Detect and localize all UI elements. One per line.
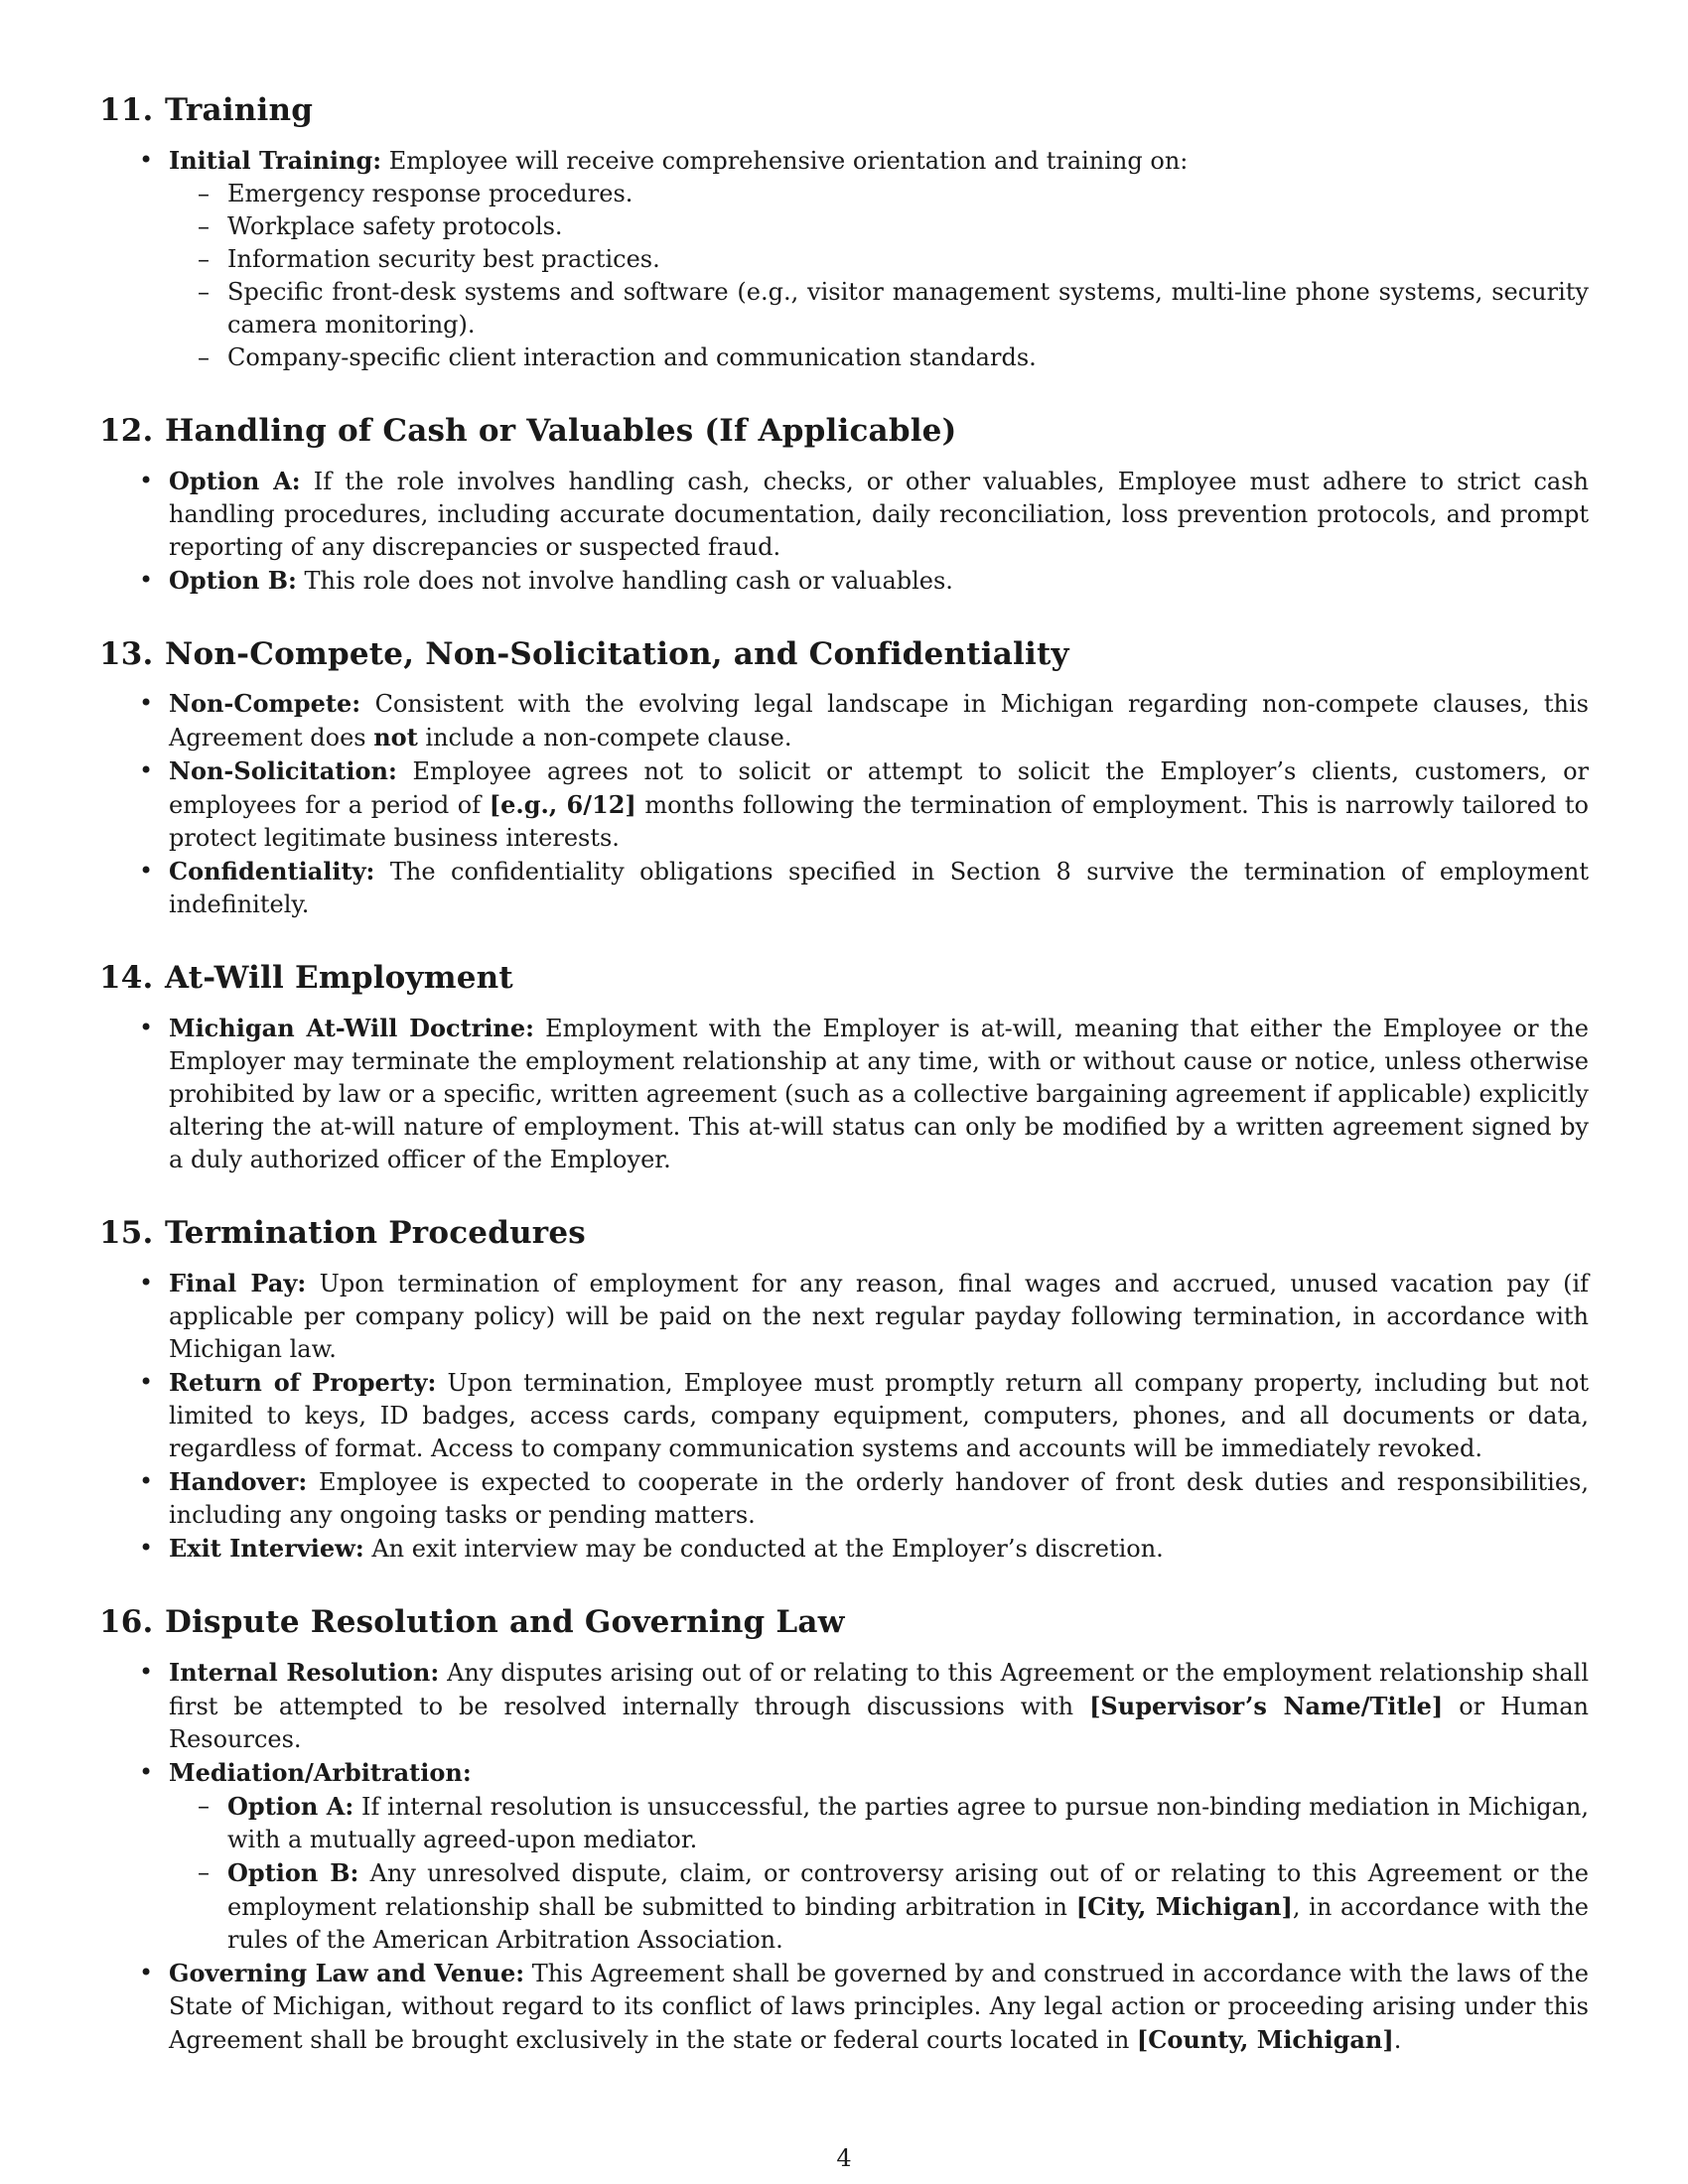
sub-item-option-a (227, 1790, 1589, 1856)
section-number: 11. (99, 92, 154, 128)
item-text: This role does not involve handling cash or valuables. (296, 566, 953, 595)
placeholder-field: [e.g., 6/12] (489, 790, 636, 820)
bullet-list (99, 1012, 1589, 1176)
section-heading (99, 91, 1589, 130)
item-label: Return of Property: (169, 1367, 437, 1397)
sub-item: – Company-specific client interaction and communication standards. (227, 341, 1589, 374)
list-item-mediation-arbitration (169, 1756, 1589, 1957)
item-label: Handover: (169, 1466, 308, 1496)
section-title: Handling of Cash or Valuables (If Applicable) (165, 412, 957, 449)
list-item-final-pay (169, 1267, 1589, 1366)
section-number: 12. (99, 412, 154, 449)
item-text: Upon termination, Employee must promptly return all company property, including but not limited to keys, ID badges, access cards, company equipment, computers, phones, and all documents or data, regardless of format. Access to company communication systems and accounts will be immediately revoked. (169, 1368, 1589, 1462)
sub-item: – Workplace safety protocols. (227, 210, 1589, 243)
bullet-list (99, 1267, 1589, 1566)
section-number: 14. (99, 960, 154, 997)
section-at-will (99, 959, 1589, 1176)
emphasis: not (373, 723, 418, 752)
list-item-return-of-property (169, 1366, 1589, 1465)
item-text: Employment with the Employer is at-will, meaning that either the Employee or the Employer may terminate the employment relationship at any time, with or without cause or notice, unless otherwise prohibited by law or a specific, written agreement (such as a collective bargaining agreement if applicable) explicitly altering the at-will nature of employment. This at-will status can only be modified by a written agreement signed by a duly authorized officer of the Employer. (169, 1015, 1590, 1173)
item-label: Initial Training: (169, 145, 382, 175)
placeholder-field: [County, Michigan] (1136, 2024, 1394, 2054)
item-text: An exit interview may be conducted at the Employer’s discretion. (363, 1534, 1164, 1563)
list-item-confidentiality (169, 855, 1589, 921)
section-training (99, 91, 1589, 374)
item-text: Consistent with the evolving legal landscape in Michigan regarding non-compete clauses, this Agreement does (169, 690, 1589, 752)
sub-list (169, 1790, 1589, 1957)
item-text: If the role involves handling cash, checks, or other valuables, Employee must adhere to strict cash handling procedures, including accurate documentation, daily reconciliation, loss prevention protocols, and prompt reporting of any discrepancies or suspected fraud. (169, 467, 1589, 561)
section-heading (99, 1603, 1589, 1642)
list-item-exit-interview (169, 1532, 1589, 1566)
sub-list (169, 178, 1589, 374)
bullet-list (99, 144, 1589, 374)
bullet-list (99, 465, 1589, 598)
section-termination (99, 1214, 1589, 1566)
list-item-initial-training (169, 144, 1589, 374)
item-text: This Agreement shall be governed by and construed in accordance with the laws of the State of Michigan, without regard to its conflict of laws principles. Any legal action or proceeding arising under this Agreement shall be brought exclusively in the state or federal courts located in (169, 1959, 1589, 2054)
bullet-list (99, 687, 1589, 921)
item-label: Option B: (227, 1857, 359, 1887)
placeholder-field: [City, Michigan] (1075, 1891, 1293, 1921)
sub-item-option-b (227, 1856, 1589, 1957)
section-heading (99, 1214, 1589, 1253)
list-item-handover (169, 1465, 1589, 1532)
item-text: Employee is expected to cooperate in the orderly handover of front desk duties and responsibilities, including any ongoing tasks or pending matters. (169, 1467, 1589, 1529)
section-dispute-resolution (99, 1603, 1589, 2057)
section-number: 16. (99, 1603, 154, 1640)
list-item-internal-resolution (169, 1656, 1589, 1756)
item-label: Option B: (169, 565, 297, 595)
item-text: The confidentiality obligations specified in Section 8 survive the termination of employment indefinitely. (169, 858, 1589, 919)
section-heading (99, 959, 1589, 998)
item-text: Any disputes arising out of or relating to this Agreement or the employment relationship shall first be attempted to be resolved internally through discussions with (169, 1658, 1590, 1720)
item-text: Any unresolved dispute, claim, or controversy arising out of or relating to this Agreement or the employment relationship shall be submitted to binding arbitration in (227, 1858, 1589, 1921)
section-title: Training (165, 92, 314, 128)
list-item-non-compete (169, 687, 1589, 754)
item-label: Option A: (227, 1791, 354, 1821)
item-label: Michigan At-Will Doctrine: (169, 1014, 535, 1042)
item-text: If internal resolution is unsuccessful, the parties agree to pursue non-binding mediation in Michigan, with a mutually agreed-upon mediator. (227, 1792, 1590, 1853)
section-number: 13. (99, 635, 154, 672)
section-title: Dispute Resolution and Governing Law (165, 1603, 845, 1640)
item-text: Employee will receive comprehensive orientation and training on: (381, 146, 1189, 175)
page-number: 4 (836, 2144, 852, 2172)
item-text: or Human Resources. (169, 1692, 1589, 1753)
item-label: Final Pay: (169, 1268, 307, 1297)
section-cash-handling (99, 412, 1589, 598)
sub-item: – Specific front-desk systems and software (e.g., visitor management systems, multi-line phone systems, security camera monitoring). (227, 276, 1589, 341)
item-label: Non-Solicitation: (169, 756, 397, 786)
item-text: Upon termination of employment for any reason, final wages and accrued, unused vacation pay (if applicable per company policy) will be paid on the next regular payday following termination, in accordance with Michigan law. (169, 1269, 1590, 1363)
bullet-list (99, 1656, 1589, 2057)
list-item-at-will-doctrine (169, 1012, 1589, 1176)
item-text: . (1393, 2025, 1402, 2054)
section-non-compete (99, 635, 1589, 922)
item-label: Governing Law and Venue: (169, 1958, 525, 1987)
sub-item: – Information security best practices. (227, 243, 1589, 276)
sub-item: – Emergency response procedures. (227, 178, 1589, 210)
section-heading (99, 635, 1589, 674)
section-title: At-Will Employment (165, 960, 513, 997)
section-title: Non-Compete, Non-Solicitation, and Confidentiality (165, 635, 1069, 672)
item-label: Non-Compete: (169, 689, 361, 719)
item-label: Option A: (169, 466, 301, 495)
list-item-option-b (169, 564, 1589, 598)
item-label: Internal Resolution: (169, 1657, 440, 1687)
document-page (99, 91, 1589, 2095)
section-heading (99, 412, 1589, 451)
placeholder-field: [Supervisor’s Name/Title] (1089, 1691, 1444, 1720)
item-text: include a non-compete clause. (417, 724, 792, 752)
item-label: Mediation/Arbitration: (169, 1757, 472, 1787)
section-title: Termination Procedures (165, 1215, 586, 1251)
item-text: , in accordance with the rules of the American Arbitration Association. (227, 1892, 1589, 1954)
list-item-governing-law (169, 1957, 1589, 2057)
list-item-option-a (169, 465, 1589, 564)
item-label: Exit Interview: (169, 1533, 364, 1563)
list-item-non-solicitation (169, 754, 1589, 855)
item-text: months following the termination of employment. This is narrowly tailored to protect legitimate business interests. (169, 791, 1590, 853)
item-text: Employee agrees not to solicit or attempt to solicit the Employer’s clients, customers, or employees for a period of (169, 757, 1589, 820)
section-number: 15. (99, 1215, 154, 1251)
item-label: Confidentiality: (169, 857, 375, 887)
